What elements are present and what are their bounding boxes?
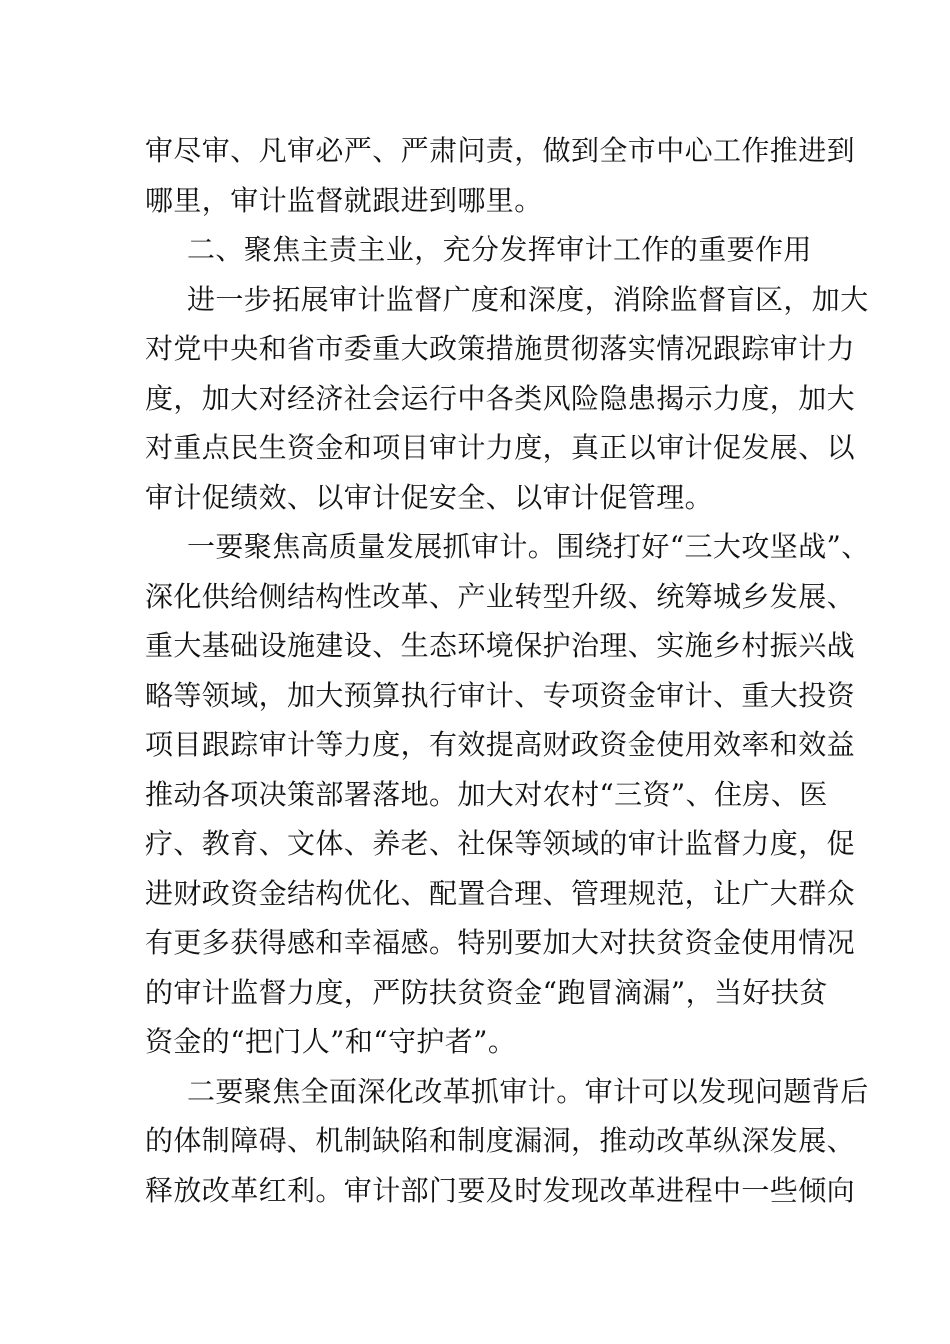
- text-line: 对重点民生资金和项目审计力度，真正以审计促发展、以: [145, 431, 856, 464]
- document-body: [145, 126, 870, 1215]
- text-line: 一要聚焦高质量发展抓审计。围绕打好“三大攻坚战”、: [187, 530, 870, 563]
- text-line: 度，加大对经济社会运行中各类风险隐患揭示力度，加大: [145, 381, 856, 415]
- text-line: 的体制障碍、机制缺陷和制度漏洞，推动改革纵深发展、: [145, 1124, 856, 1157]
- text-line: 深化供给侧结构性改革、产业转型升级、统筹城乡发展、: [145, 579, 856, 613]
- text-line: 略等领域，加大预算执行审计、专项资金审计、重大投资: [145, 678, 856, 712]
- text-line: 二要聚焦全面深化改革抓审计。审计可以发现问题背后: [187, 1074, 869, 1108]
- text-line: 项目跟踪审计等力度，有效提高财政资金使用效率和效益: [145, 728, 856, 761]
- text-line: 释放改革红利。审计部门要及时发现改革进程中一些倾向: [145, 1173, 856, 1207]
- text-line: 有更多获得感和幸福感。特别要加大对扶贫资金使用情况: [145, 926, 856, 959]
- text-line: 资金的“把门人”和“守护者”。: [145, 1025, 517, 1058]
- text-line: 进财政资金结构优化、配置合理、管理规范，让广大群众: [145, 876, 856, 910]
- text-line: 推动各项决策部署落地。加大对农村“三资”、住房、医: [145, 777, 828, 811]
- text-line: 进一步拓展审计监督广度和深度，消除监督盲区，加大: [187, 282, 869, 316]
- text-line: 疗、教育、文体、养老、社保等领域的审计监督力度，促: [145, 827, 856, 860]
- text-line: 对党中央和省市委重大政策措施贯彻落实情况跟踪审计力: [145, 332, 856, 365]
- text-line: 的审计监督力度，严防扶贫资金“跑冒滴漏”，当好扶贫: [145, 975, 828, 1009]
- text-line: 审尽审、凡审必严、严肃问责，做到全市中心工作推进到: [145, 134, 856, 167]
- text-line: 哪里，审计监督就跟进到哪里。: [145, 183, 543, 217]
- text-line: 重大基础设施建设、生态环境保护治理、实施乡村振兴战: [145, 629, 856, 662]
- section-heading: 二、聚焦主责主业，充分发挥审计工作的重要作用: [187, 233, 812, 266]
- text-line: 审计促绩效、以审计促安全、以审计促管理。: [145, 480, 714, 514]
